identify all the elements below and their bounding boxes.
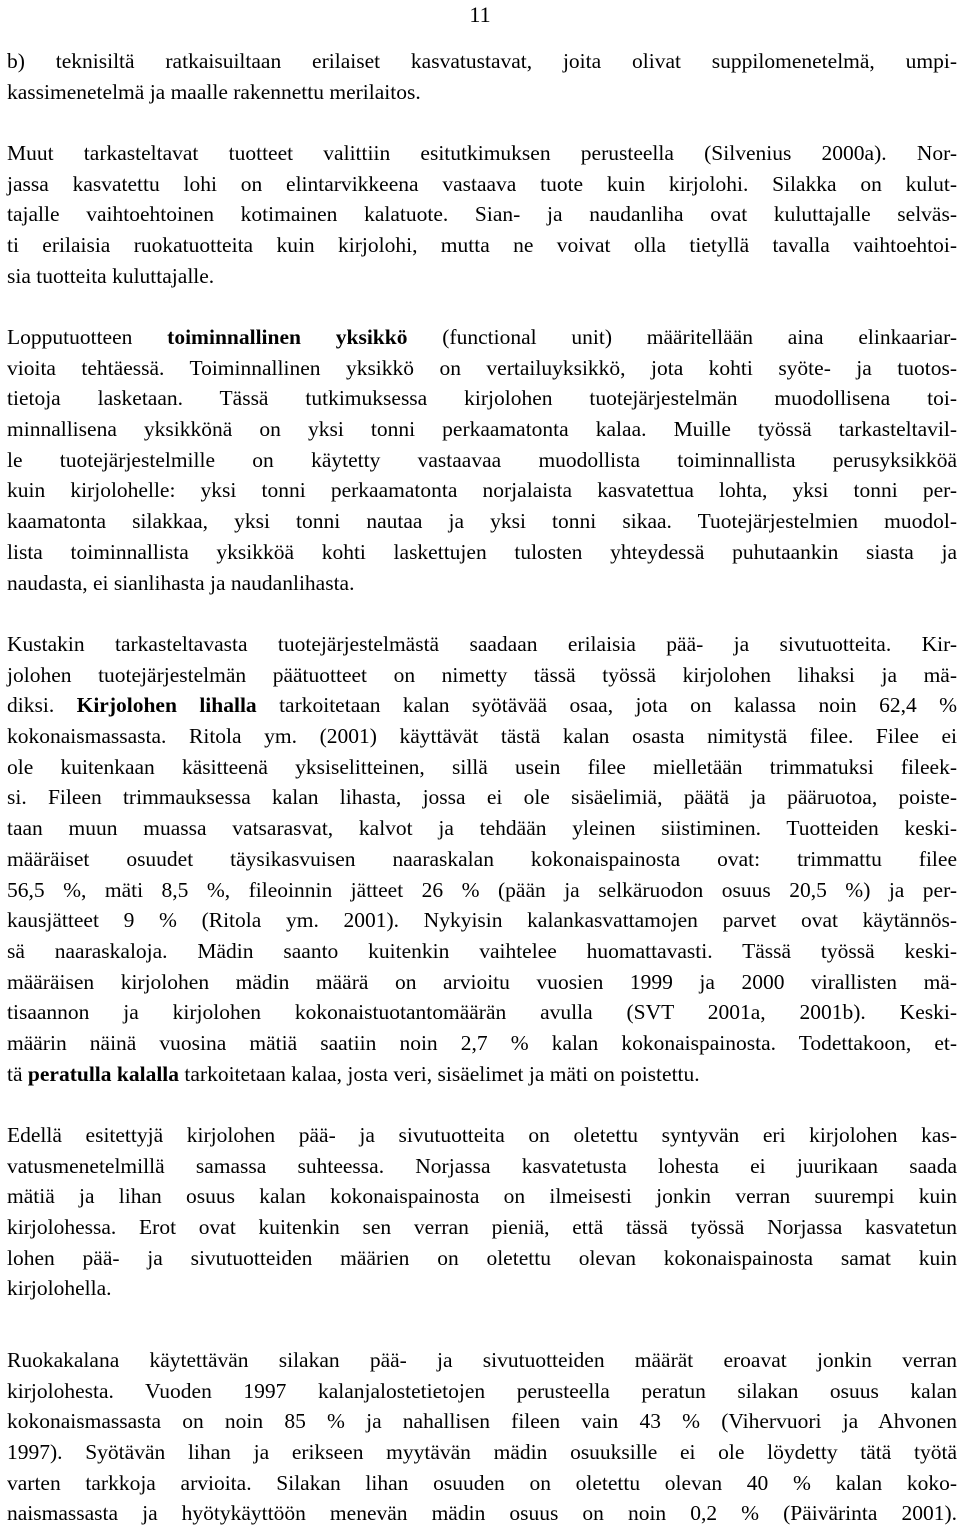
text-line [7,77,957,108]
text-segment: jolohen tuotejärjestelmän päätuotteet on nimetty tässä työssä kirjolohen lihaksi ja mä- [7,662,957,687]
paragraph-tarkasteltavat-tuotteet [7,138,957,291]
text-segment: b) teknisiltä ratkaisuiltaan erilaiset kasvatustavat, joita olivat suppilomenetelmä, umpi- [7,49,957,73]
text-segment: kausjätteet 9 % (Ritola ym. 2001). Nykyisin kalankasvattamojen parvet ovat käytännös- [7,908,957,933]
text-segment: ti erilaisia ruokatuotteita kuin kirjolohi, mutta ne voivat olla tietyllä tavalla vaihtoehtoi- [7,233,957,258]
text-line [7,1406,957,1437]
text-segment: vatusmenetelmillä samassa suhteessa. Norjassa kasvatetusta lohesta ei juurikaan saada [7,1153,957,1178]
text-line [7,660,957,691]
text-segment: sä naaraskaloja. Mädin saanto kuitenkin vaihtelee huomattavasti. Tässä työssä keski- [7,938,957,963]
text-line [7,1120,957,1151]
text-line [7,568,957,599]
bold-term: Kirjolohen lihalla [76,693,257,718]
text-segment: tarkoitetaan kalan syötävää osaa, jota on kalassa noin 62,4 % [256,693,957,718]
text-line [7,936,957,967]
text-segment: kassimenetelmä ja maalle rakennettu merilaitos. [7,79,421,104]
text-segment: kirjolohella. [7,1276,112,1301]
text-line [7,967,957,998]
text-segment: varten tarkkoja arvioita. Silakan lihan osuuden on oletettu olevan 40 % kalan koko- [7,1470,957,1495]
text-line [7,1243,957,1274]
text-line [7,138,957,169]
text-line [7,261,957,292]
text-line [7,629,957,660]
text-line [7,537,957,568]
text-segment: diksi. [7,693,77,718]
text-segment: si. Fileen trimmauksessa kalan lihasta, jossa ei ole sisäelimiä, päätä ja pääruotoa, poiste- [7,785,957,810]
text-segment: kuin kirjolohelle: yksi tonni perkaamatonta norjalaista kasvatettua lohta, yksi tonni per- [7,478,957,503]
text-segment: tajalle vaihtoehtoinen kotimainen kalatuote. Sian- ja naudanliha ovat kuluttajalle selväs- [7,202,957,227]
text-segment: (functional unit) määritellään aina elinkaariar- [407,325,957,349]
text-segment: ole kuitenkaan käsitteenä yksiselitteinen, sillä usein filee mielletään trimmatuksi fileek- [7,754,957,779]
text-line [7,813,957,844]
text-segment: kokonaismassasta. Ritola ym. (2001) käyttävät tästä kalan osasta nimitystä filee. Filee ei [7,724,957,749]
text-line [7,353,957,384]
text-segment: tisaannon ja kirjolohen kokonaistuotantomäärän avulla (SVT 2001a, 2001b). Keski- [7,1000,957,1025]
text-line [7,1468,957,1499]
text-line [7,1151,957,1182]
text-line [7,690,957,721]
text-line [7,506,957,537]
page-number: 11 [469,2,491,27]
text-segment: tarkoitetaan kalaa, josta veri, sisäelimet ja mäti on poistettu. [179,1061,700,1086]
text-line [7,875,957,906]
text-line [7,1273,957,1304]
text-segment: 1997). Syötävän lihan ja erikseen myytävän mädin osuuksille ei ole löydetty tätä työtä [7,1440,957,1465]
text-segment: kirjolohesta. Vuoden 1997 kalanjalostetietojen perusteella peratun silakan osuus kalan [7,1378,957,1403]
text-segment: Edellä esitettyjä kirjolohen pää- ja sivutuotteita on oletettu syntyvän eri kirjolohen kas- [7,1123,957,1147]
text-segment: le tuotejärjestelmille on käytetty vastaavaa muodollista toiminnallista perusyksikköä [7,447,957,472]
text-segment: kokonaismassasta on noin 85 % ja nahallisen fileen vain 43 % (Vihervuori ja Ahvonen [7,1409,957,1434]
text-segment: Muut tarkasteltavat tuotteet valittiin esitutkimuksen perusteella (Silvenius 2000a). Nor- [7,141,957,165]
text-line [7,905,957,936]
text-segment: naudasta, ei sianlihasta ja naudanlihasta. [7,570,355,595]
text-line [7,46,957,77]
text-line [7,230,957,261]
paragraph-list-item-b [7,46,957,107]
text-line [7,1028,957,1059]
text-segment: 56,5 %, mäti 8,5 %, fileoinnin jätteet 26 % (pään ja selkäruodon osuus 20,5 %) ja per- [7,877,957,902]
text-segment: Lopputuotteen [7,325,168,349]
text-line [7,322,957,353]
text-line [7,169,957,200]
text-segment: vioita tehtäessä. Toiminnallinen yksikkö on vertailuyksikkö, jota kohti syöte- ja tuotos- [7,355,957,380]
text-segment: kirjolohessa. Erot ovat kuitenkin sen verran pieniä, että tässä työssä Norjassa kasvatetun [7,1215,957,1240]
text-line [7,1212,957,1243]
text-line [7,1059,957,1090]
text-line [7,844,957,875]
paragraph-kasvatusmenetelmat [7,1120,957,1304]
text-line [7,752,957,783]
text-segment: taan muun muassa vatsarasvat, kalvot ja tehdään yleinen siistiminen. Tuotteiden keski- [7,816,957,841]
text-segment: mätiä ja lihan osuus kalan kokonaispainosta on ilmeisesti jonkin verran suurempi kuin [7,1184,957,1209]
text-segment: jassa kasvatettu lohi on elintarvikkeena vastaava tuote kuin kirjolohi. Silakka on kulut- [7,171,957,196]
text-line [7,782,957,813]
paragraph-silakka [7,1345,957,1529]
text-line [7,383,957,414]
text-segment: tietoja lasketaan. Tässä tutkimuksessa kirjolohen tuotejärjestelmän muodollisena toi- [7,386,957,411]
text-line [7,997,957,1028]
text-line [7,1345,957,1376]
text-segment: lohen pää- ja sivutuotteiden määrien on oletettu olevan kokonaispainosta samat kuin [7,1245,957,1270]
text-segment: Kustakin tarkasteltavasta tuotejärjestelmästä saadaan erilaisia pää- ja sivutuotteita. Kir- [7,632,957,656]
text-line [7,1437,957,1468]
bold-term: peratulla kalalla [27,1061,180,1086]
text-segment: naismassasta ja hyötykäyttöön menevän mädin osuus on noin 0,2 % (Päivärinta 2001). [7,1501,957,1526]
paragraph-toiminnallinen-yksikko [7,322,957,598]
text-line [7,1376,957,1407]
text-line [7,721,957,752]
text-segment: Ruokakalana käytettävän silakan pää- ja sivutuotteiden määrät eroavat jonkin verran [7,1348,957,1372]
text-segment: kaamatonta silakkaa, yksi tonni nautaa ja yksi tonni sikaa. Tuotejärjestelmien muodol- [7,509,957,534]
text-segment: määräiset osuudet täysikasvuisen naaraskalan kokonaispainosta ovat: trimmattu filee [7,846,957,871]
text-segment: määräisen kirjolohen mädin määrä on arvioitu vuosien 1999 ja 2000 virallisten mä- [7,969,957,994]
text-segment: minnallisena yksikkönä on yksi tonni perkaamatonta kalaa. Muille työssä tarkasteltavil- [7,417,957,442]
text-segment: tä [7,1061,28,1086]
text-line [7,475,957,506]
text-segment: lista toiminnallista yksikköä kohti laskettujen tulosten yhteydessä puhutaankin siasta ja [7,539,957,564]
paragraph-paa-ja-sivutuotteet [7,629,957,1089]
text-line [7,445,957,476]
text-line [7,414,957,445]
text-line [7,1498,957,1529]
text-segment: määrin näinä vuosina mätiä saatiin noin 2,7 % kalan kokonaispainosta. Todettakoon, et- [7,1030,957,1055]
text-segment: sia tuotteita kuluttajalle. [7,263,215,288]
text-line [7,199,957,230]
text-line [7,1181,957,1212]
bold-term: toiminnallinen yksikkö [167,325,408,349]
